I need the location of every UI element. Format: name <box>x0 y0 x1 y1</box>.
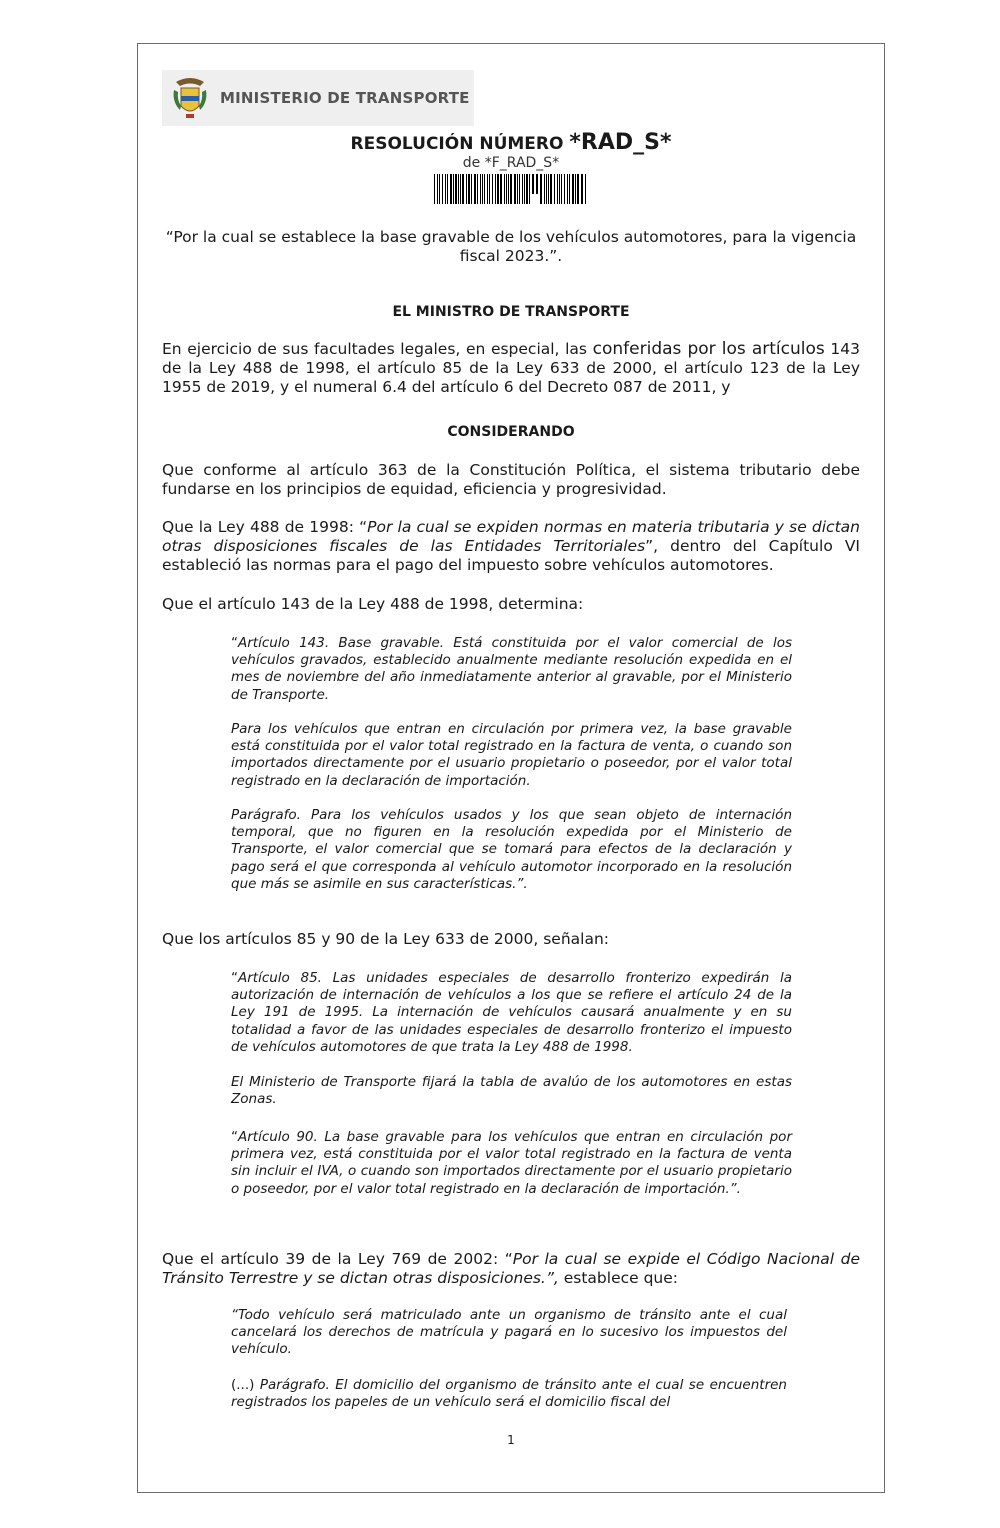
resolution-title-prefix: RESOLUCIÓN NÚMERO <box>350 134 564 154</box>
considerando-paragraph-4: Que los artículos 85 y 90 de la Ley 633 de 2000, señalan: <box>162 930 610 948</box>
quote-open-mark: “ <box>231 635 238 651</box>
faculties-emphasis: conferidas por los artículos <box>592 339 825 359</box>
quote-article-85 <box>231 970 792 1056</box>
faculties-paragraph <box>162 340 860 397</box>
coat-of-arms-icon <box>170 76 210 122</box>
quote-article-143-paragrafo: Parágrafo. Para los vehículos usados y los que sean objeto de internación temporal, que no figuren en la resolución expedida por el Ministerio de Transporte, el valor comercial que se tomará para efectos de la declaración y pago será el que corresponda al vehículo automotor incorporado en la resolución que más se asimile en sus características.”. <box>231 807 792 892</box>
quote-open-mark: “ <box>231 1129 238 1145</box>
quote-39-paragrafo-text: Parágrafo. El domicilio del organismo de tránsito ante el cual se encuentren registrados los papeles de un vehículo será el domicilio fiscal del <box>231 1377 787 1411</box>
para2-lead: Que la Ley 488 de 1998: “ <box>162 518 368 536</box>
faculties-lead: En ejercicio de sus facultades legales, en especial, las <box>162 340 587 358</box>
quote-article-85-zones: El Ministerio de Transporte fijará la tabla de avalúo de los automotores en estas Zonas. <box>231 1074 792 1108</box>
para2-law-title: Por la cual se expiden normas en materia tributaria y se dictan otras disposiciones fiscales de las Entidades Territoriales <box>162 518 860 555</box>
quote-article-143-p2: Para los vehículos que entran en circulación por primera vez, la base gravable está constituida por el valor total registrado en la factura de venta, o cuando son importados directamente por el usuario propietario o poseedor, por el valor total registrado en la declaración de importación. <box>231 721 792 789</box>
resolution-number: *RAD_S* <box>569 130 672 155</box>
para5-law-title: Por la cual se expide el Código Nacional de Tránsito Terrestre y se dictan otras disposiciones.”, <box>162 1250 860 1287</box>
quote-article-90 <box>231 1129 792 1198</box>
considerando-heading: CONSIDERANDO <box>447 424 575 440</box>
quote-143-text: Artículo 143. Base gravable. Está constituida por el valor comercial de los vehículos gravados, establecido anualmente mediante resolución expedida en el mes de noviembre del año inmediatamente anterior al gravable, por el Ministerio de Transporte. <box>231 635 792 703</box>
barcode <box>434 174 588 204</box>
quote-90-text: Artículo 90. La base gravable para los vehículos que entran en circulación por primera vez, está constituida por el valor total registrado en la factura de venta sin incluir el IVA, o cuando son importados directamente por el usuario propietario o poseedor, por el valor total registrado en la declaración de importación.”. <box>231 1129 792 1197</box>
para5-lead: Que el artículo 39 de la Ley 769 de 2002: “ <box>162 1250 513 1268</box>
resolution-title <box>162 130 860 155</box>
considerando-paragraph-3: Que el artículo 143 de la Ley 488 de 1998, determina: <box>162 595 584 613</box>
para2-rest: ”, dentro del Capítulo VI estableció las normas para el pago del impuesto sobre vehículos automotores. <box>162 537 860 574</box>
quote-open-mark: “ <box>231 970 238 986</box>
ellipsis: (...) <box>231 1377 260 1393</box>
ministry-header <box>162 70 474 126</box>
minister-heading: EL MINISTRO DE TRANSPORTE <box>392 304 630 320</box>
quote-article-39: “Todo vehículo será matriculado ante un organismo de tránsito ante el cual cancelará los derechos de matrícula y pagará en lo sucesivo los impuestos del vehículo. <box>231 1307 787 1358</box>
quote-article-143-p1 <box>231 635 792 704</box>
considerando-paragraph-5 <box>162 1250 860 1288</box>
para5-rest: establece que: <box>558 1269 679 1287</box>
resolution-date: de *F_RAD_S* <box>462 155 560 171</box>
page-number: 1 <box>507 1433 515 1447</box>
quote-85-text: Artículo 85. Las unidades especiales de desarrollo fronterizo expedirán la autorización de internación de vehículos a los que se refiere el artículo 24 de la Ley 191 de 1995. La internación de vehículos causará anualmente y en su totalidad a favor de las unidades especiales de desarrollo fronterizo el impuesto de vehículos automotores de que trata la Ley 488 de 1998. <box>231 970 792 1055</box>
considerando-paragraph-2 <box>162 518 860 575</box>
resolution-subject: “Por la cual se establece la base gravable de los vehículos automotores, para la vigencia fiscal 2023.”. <box>165 228 857 265</box>
faculties-rest: 143 de la Ley 488 de 1998, el artículo 85 de la Ley 633 de 2000, el artículo 123 de la Ley 1955 de 2019, y el numeral 6.4 del artículo 6 del Decreto 087 de 2011, y <box>162 340 860 396</box>
considerando-paragraph-1: Que conforme al artículo 363 de la Constitución Política, el sistema tributario debe fundarse en los principios de equidad, eficiencia y progresividad. <box>162 461 860 498</box>
quote-article-39-paragrafo <box>231 1377 787 1411</box>
ministry-name: MINISTERIO DE TRANSPORTE <box>220 89 470 107</box>
